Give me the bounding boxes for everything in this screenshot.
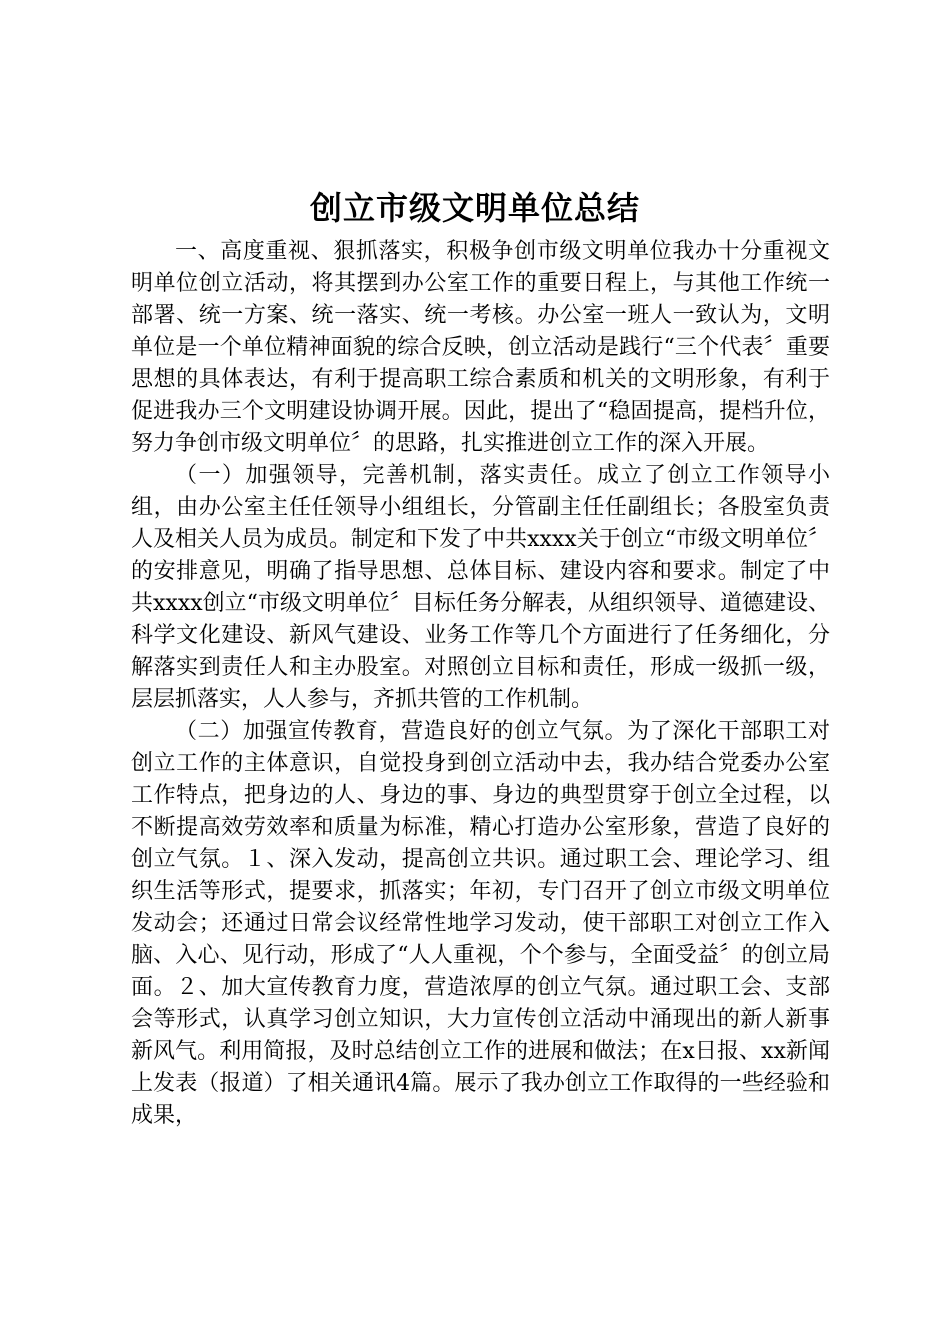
paragraph-section-one: 一、高度重视、狠抓落实，积极争创市级文明单位我办十分重视文明单位创立活动，将其摆到办公室工作的重要日程上，与其他工作统一部署、统一方案、统一落实、统一考核。办公室一班人一致认为，文明单位是一个单位精神面貌的综合反映，创立活动是践行“三个代表〞重要思想的具体表达，有利于提高职工综合素质和机关的文明形象，有利于促进我办三个文明建设协调开展。因此，提出了“稳固提高，提档升位，努力争创市级文明单位〞的思路，扎实推进创立工作的深入开展。 xyxy=(131,239,830,456)
paragraph-subsection-one: （一）加强领导，完善机制，落实责任。成立了创立工作领导小组，由办公室主任任领导小组组长，分管副主任任副组长；各股室负责人及相关人员为成员。制定和下发了中共xxxx关于创立“市级文明单位〞的安排意见，明确了指导思想、总体目标、建设内容和要求。制定了中共xxxx创立“市级文明单位〞目标任务分解表，从组织领导、道德建设、科学文化建设、新风气建设、业务工作等几个方面进行了任务细化，分解落实到责任人和主办股室。对照创立目标和责任，形成一级抓一级，层层抓落实，人人参与，齐抓共管的工作机制。 xyxy=(131,463,830,712)
paragraph-subsection-two: （二）加强宣传教育，营造良好的创立气氛。为了深化干部职工对创立工作的主体意识，自觉投身到创立活动中去，我办结合党委办公室工作特点，把身边的人、身边的事、身边的典型贯穿于创立全过程，以不断提高效劳效率和质量为标准，精心打造办公室形象，营造了良好的创立气氛。１、深入发动，提高创立共识。通过职工会、理论学习、组织生活等形式，提要求，抓落实；年初，专门召开了创立市级文明单位发动会；还通过日常会议经常性地学习发动，使干部职工对创立工作入脑、入心、见行动，形成了“人人重视，个个参与，全面受益〞的创立局面。２、加大宣传教育力度，营造浓厚的创立气氛。通过职工会、支部会等形式，认真学习创立知识，大力宣传创立活动中涌现出的新人新事新风气。利用简报，及时总结创立工作的进展和做法；在x日报、xx新闻上发表（报道）了相关通讯4篇。展示了我办创立工作取得的一些经验和成果， xyxy=(131,719,830,1128)
document-title: 创立市级文明单位总结 xyxy=(309,189,640,227)
document-body xyxy=(131,236,830,1132)
